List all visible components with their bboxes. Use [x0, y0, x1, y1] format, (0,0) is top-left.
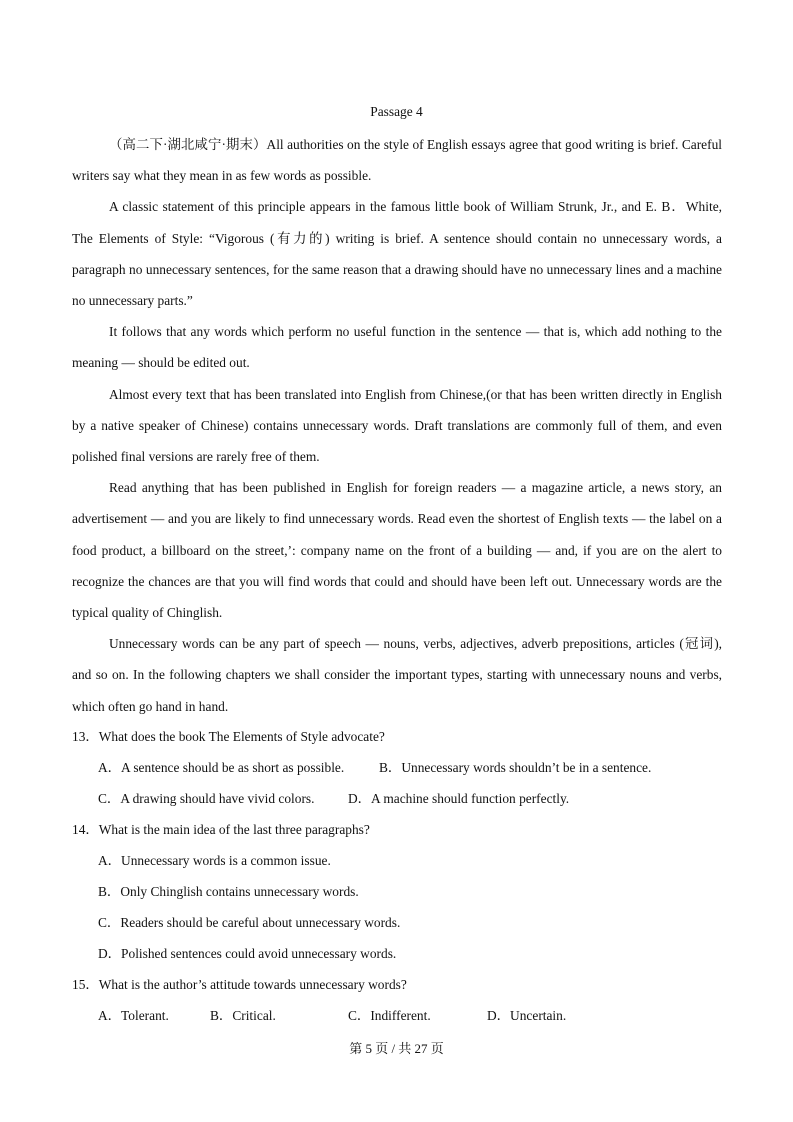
question-15-option-c: C．Indifferent.: [348, 1008, 431, 1023]
question-14-option-b: B．Only Chinglish contains unnecessary words.: [98, 884, 359, 899]
question-15-stem: 15．What is the author’s attitude towards unnecessary words?: [72, 977, 407, 992]
question-13-option-d: D．A machine should function perfectly.: [348, 791, 570, 806]
paragraph: Almost every text that has been translated into English from Chinese,(or that has been written directly in English by a native speaker of Chinese) contains unnecessary words. Draft translations are commonly full of them, and even polished final versions are rarely free of them.: [72, 386, 722, 465]
question-15-option-a: A．Tolerant.: [98, 1008, 169, 1023]
question-15-option-d: D．Uncertain.: [487, 1008, 567, 1023]
question-13-option-c: C．A drawing should have vivid colors.: [98, 791, 315, 806]
question-14-option-c: C．Readers should be careful about unnecessary words.: [98, 915, 401, 930]
question-14-stem: 14．What is the main idea of the last three paragraphs?: [72, 822, 370, 837]
passage-body: [72, 129, 722, 722]
passage-title: Passage 4: [370, 104, 423, 119]
page-footer: 第 5 页 / 共 27 页: [349, 1041, 444, 1056]
question-13-option-a: A．A sentence should be as short as possible.: [98, 760, 345, 775]
paragraph: It follows that any words which perform no useful function in the sentence — that is, which add nothing to the meaning — should be edited out.: [72, 324, 722, 371]
question-14-option-d: D．Polished sentences could avoid unnecessary words.: [98, 946, 397, 961]
paragraph: Read anything that has been published in English for foreign readers — a magazine article, a news story, an advertisement — and you are likely to find unnecessary words. Read even the shortest of English texts — the label on a food product, a billboard on the street,’: company name on the front of a building — and, if you are on the alert to recognize the chances are that you will find words that could and should have been left out. Unnecessary words are the typical quality of Chinglish.: [72, 480, 722, 621]
paragraph: A classic statement of this principle appears in the famous little book of William Strunk, Jr., and E. B．White, The Elements of Style: “Vigorous (有力的) writing is brief. A sentence should contain no unnecessary words, a paragraph no unnecessary sentences, for the same reason that a drawing should have no unnecessary lines and a machine no unnecessary parts.”: [72, 199, 722, 309]
paragraph: （高二下·湖北咸宁·期末）All authorities on the style of English essays agree that good writing is brief. Careful writers say what they mean in as few words as possible.: [72, 137, 722, 184]
question-14-option-a: A．Unnecessary words is a common issue.: [98, 853, 331, 868]
question-13-stem: 13．What does the book The Elements of Style advocate?: [72, 729, 385, 744]
question-13-option-b: B．Unnecessary words shouldn’t be in a sentence.: [379, 760, 652, 775]
question-15-option-b: B．Critical.: [210, 1008, 276, 1023]
paragraph: Unnecessary words can be any part of speech — nouns, verbs, adjectives, adverb prepositions, articles (冠词), and so on. In the following chapters we shall consider the important types, starting with unnecessary nouns and verbs, which often go hand in hand.: [72, 636, 722, 714]
